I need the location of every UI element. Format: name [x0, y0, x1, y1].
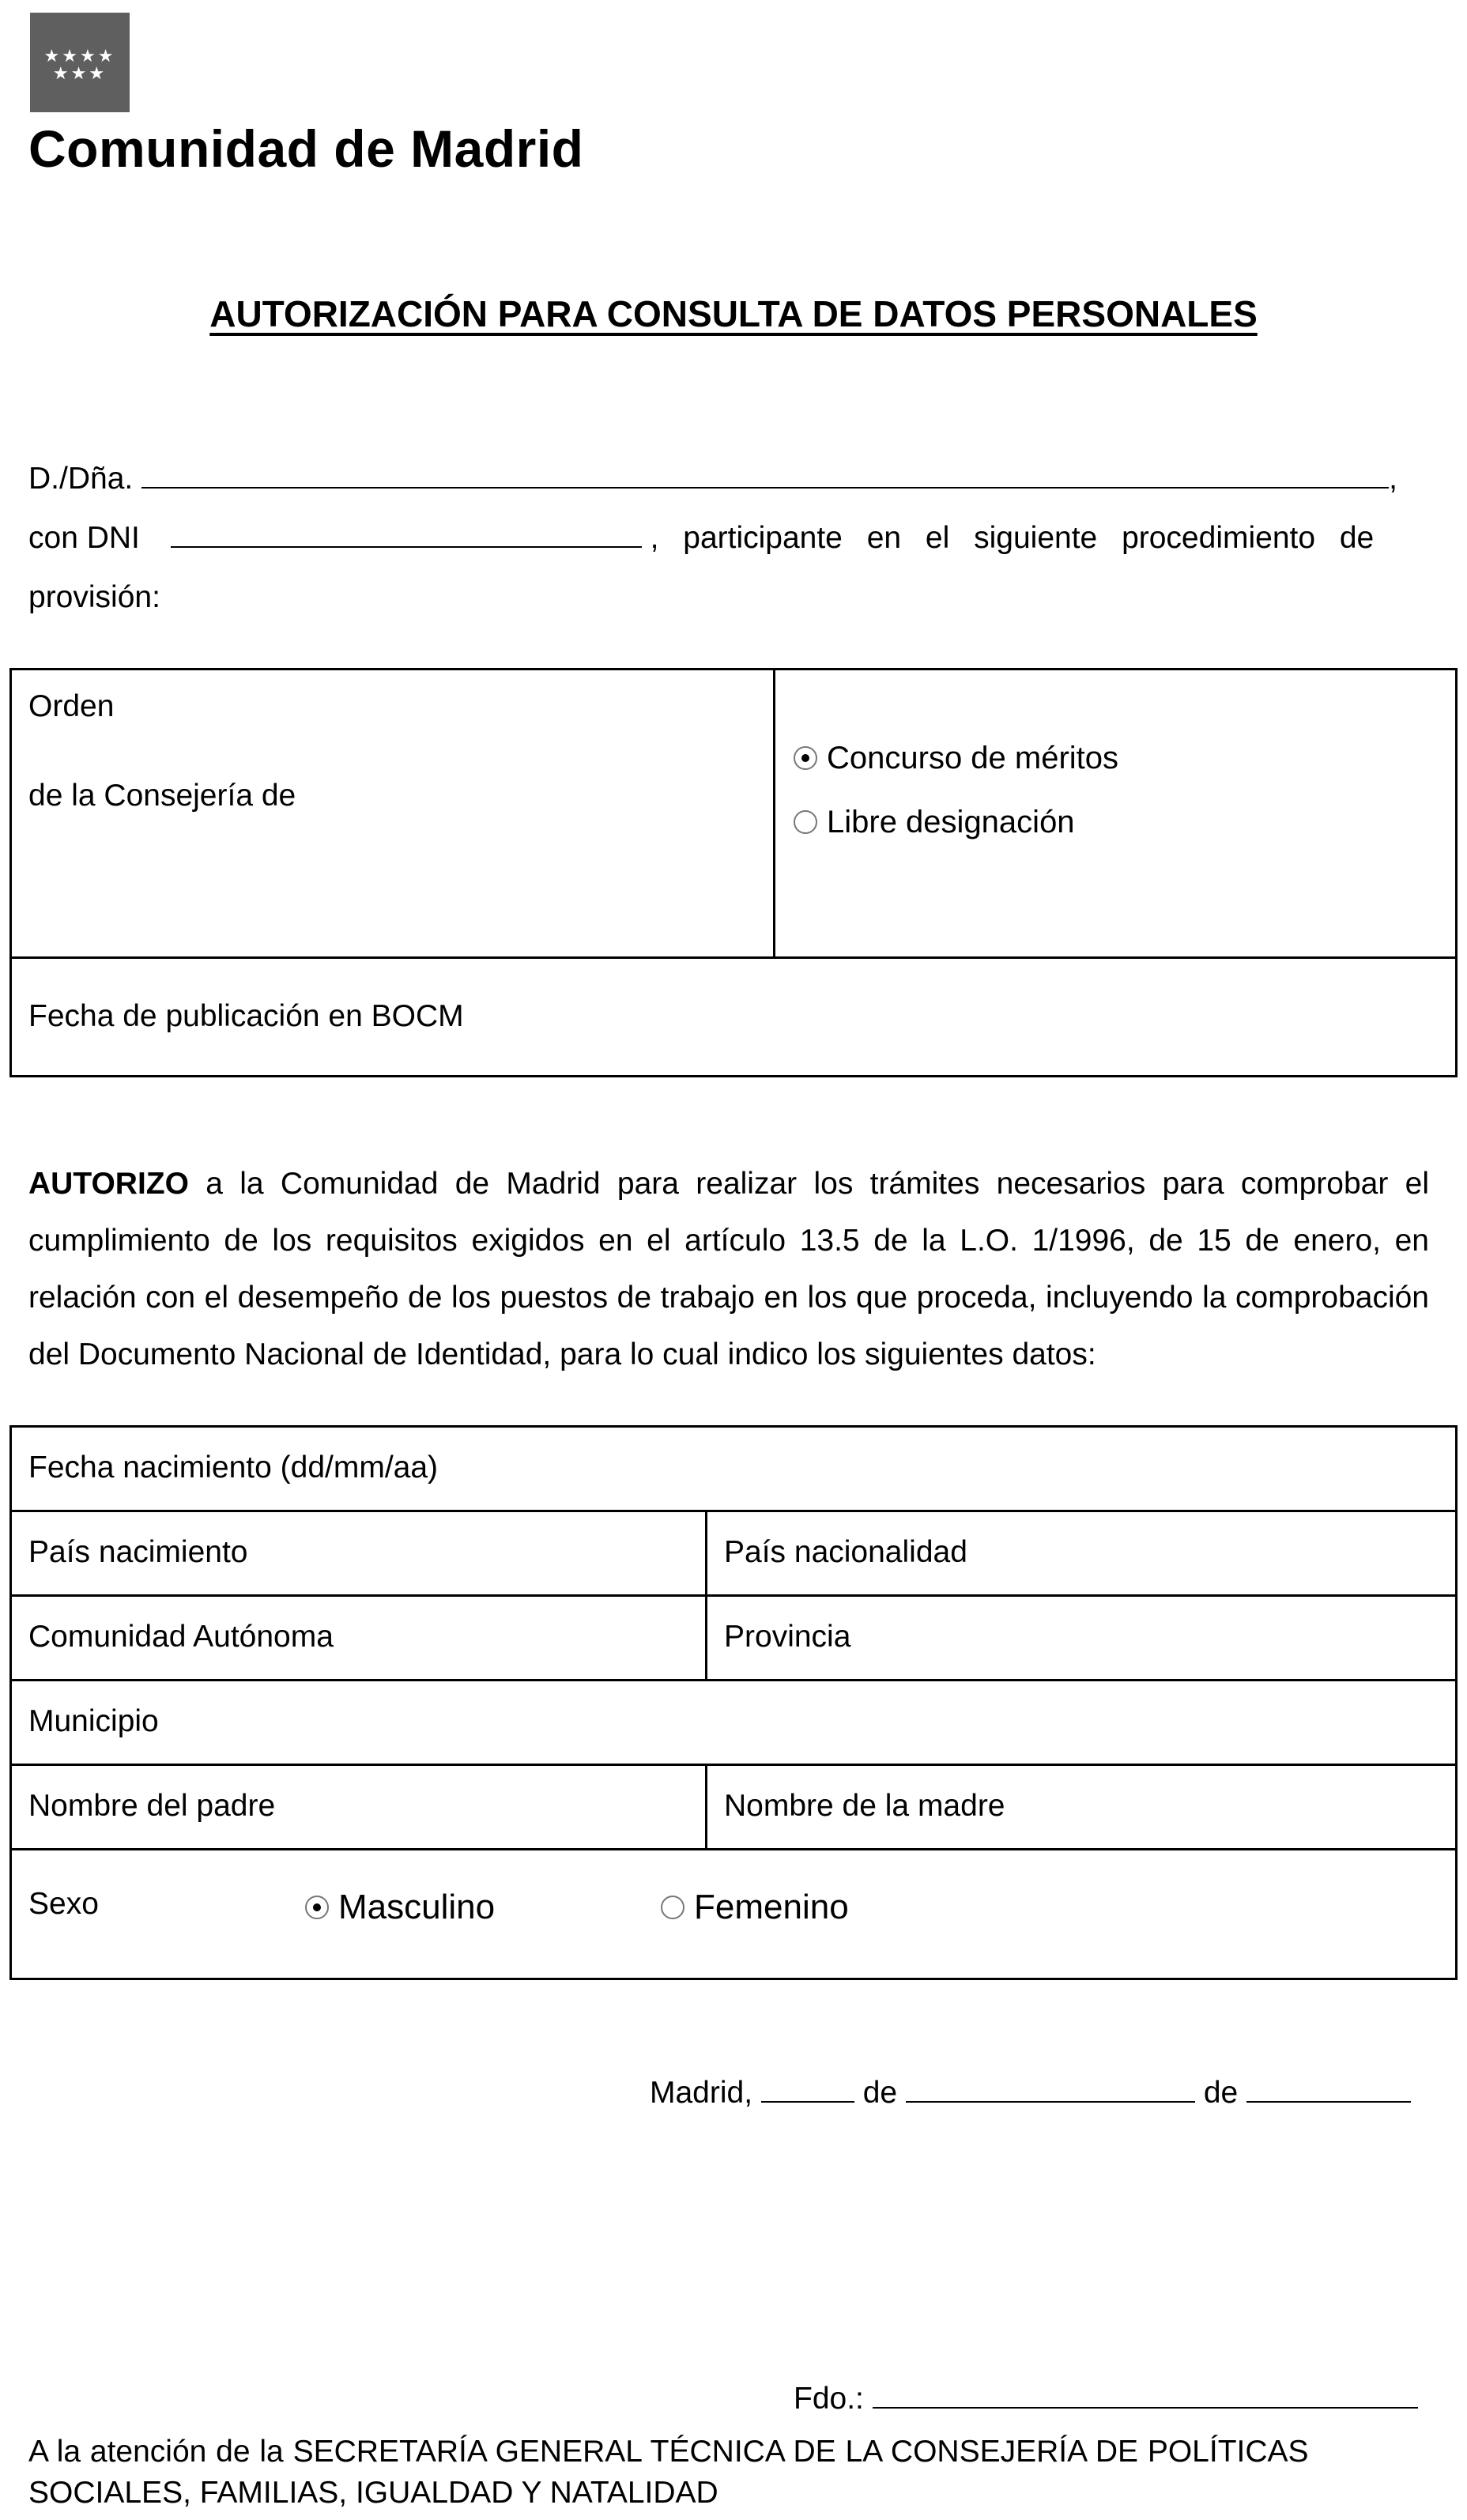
municipality-label: Municipio: [28, 1704, 159, 1738]
logo-stars-bottom: ★★★: [52, 63, 107, 83]
female-radio[interactable]: [661, 1896, 684, 1919]
place-label: Madrid,: [650, 2076, 753, 2110]
footer-line-2: SOCIALES, FAMILIAS, IGUALDAD Y NATALIDAD: [28, 2476, 718, 2510]
sex-label: Sexo: [28, 1887, 99, 1921]
orden-label: Orden: [28, 689, 115, 723]
dni-line: [28, 510, 1437, 567]
de-label-1: de: [862, 2076, 898, 2110]
birth-date-label: Fecha nacimiento (dd/mm/aa): [28, 1451, 439, 1484]
option-concurso[interactable]: [794, 739, 1118, 776]
day-field[interactable]: [761, 2073, 854, 2103]
male-radio[interactable]: [305, 1896, 329, 1919]
name-field[interactable]: [141, 458, 1389, 489]
de-label-2: de: [1203, 2076, 1239, 2110]
sex-option-female[interactable]: [661, 1886, 849, 1927]
father-name-label: Nombre del padre: [28, 1789, 276, 1823]
month-field[interactable]: [906, 2073, 1195, 2103]
org-name: Comunidad de Madrid: [28, 119, 584, 178]
region-label: Comunidad Autónoma: [28, 1620, 334, 1654]
logo-stars-top: ★★★★: [43, 46, 116, 66]
year-field[interactable]: [1246, 2073, 1411, 2103]
col-divider-2: [705, 1594, 707, 1679]
footer-line-1: A la atención de la SECRETARÍA GENERAL TÉCNICA DE LA CONSEJERÍA DE POLÍTICAS: [28, 2435, 1309, 2469]
authorization-body: a la Comunidad de Madrid para realizar los trámites necesarios para comprobar el cumplimiento de los requisitos exigidos en el artículo 13.5 de la L.O. 1/1996, de 15 de enero, en relación con el desempeño de los puestos de trabajo en los que proceda, incluyendo la comprobación del Documento Nacional de Identidad, para lo cual indico los siguientes datos:: [28, 1167, 1429, 1371]
row-divider-2: [9, 1594, 1458, 1597]
authorization-keyword: AUTORIZO: [28, 1167, 189, 1201]
document-title: AUTORIZACIÓN PARA CONSULTA DE DATOS PERSONALES: [209, 293, 1258, 334]
birth-country-label: País nacimiento: [28, 1535, 248, 1569]
dni-suffix: , participante en el siguiente procedimiento de: [650, 521, 1375, 555]
male-label: Masculino: [338, 1888, 496, 1927]
dni-field[interactable]: [171, 518, 642, 548]
row-divider-3: [9, 1679, 1458, 1681]
concurso-label: Concurso de méritos: [827, 740, 1119, 775]
signed-label: Fdo.:: [794, 2382, 864, 2416]
signature-field[interactable]: [873, 2379, 1418, 2409]
consejeria-label: de la Consejería de: [28, 779, 296, 813]
date-line: [650, 2065, 1411, 2122]
name-label: D./Dña.: [28, 462, 134, 496]
libre-radio[interactable]: [794, 810, 817, 834]
region-logo: [30, 13, 130, 112]
female-label: Femenino: [694, 1888, 849, 1927]
col-divider-1: [705, 1510, 707, 1594]
row-divider-1: [9, 1510, 1458, 1512]
libre-label: Libre designación: [827, 804, 1075, 839]
bocm-label: Fecha de publicación en BOCM: [28, 999, 464, 1033]
col-divider-3: [705, 1764, 707, 1848]
sex-option-male[interactable]: [305, 1886, 495, 1927]
mother-name-label: Nombre de la madre: [724, 1789, 1005, 1823]
procedure-table-row-divider: [9, 956, 1458, 959]
signature-line: [794, 2371, 1418, 2428]
procedure-table-divider: [773, 668, 775, 959]
dni-label: con DNI: [28, 521, 140, 555]
authorization-text: [28, 1156, 1429, 1383]
province-label: Provincia: [724, 1620, 851, 1654]
name-comma: ,: [1389, 462, 1397, 496]
row-divider-4: [9, 1764, 1458, 1766]
name-line: [28, 451, 1435, 507]
nationality-label: País nacionalidad: [724, 1535, 967, 1569]
concurso-radio[interactable]: [794, 746, 817, 770]
provision-label: provisión:: [28, 580, 160, 614]
option-libre[interactable]: [794, 803, 1075, 840]
row-divider-5: [9, 1848, 1458, 1850]
